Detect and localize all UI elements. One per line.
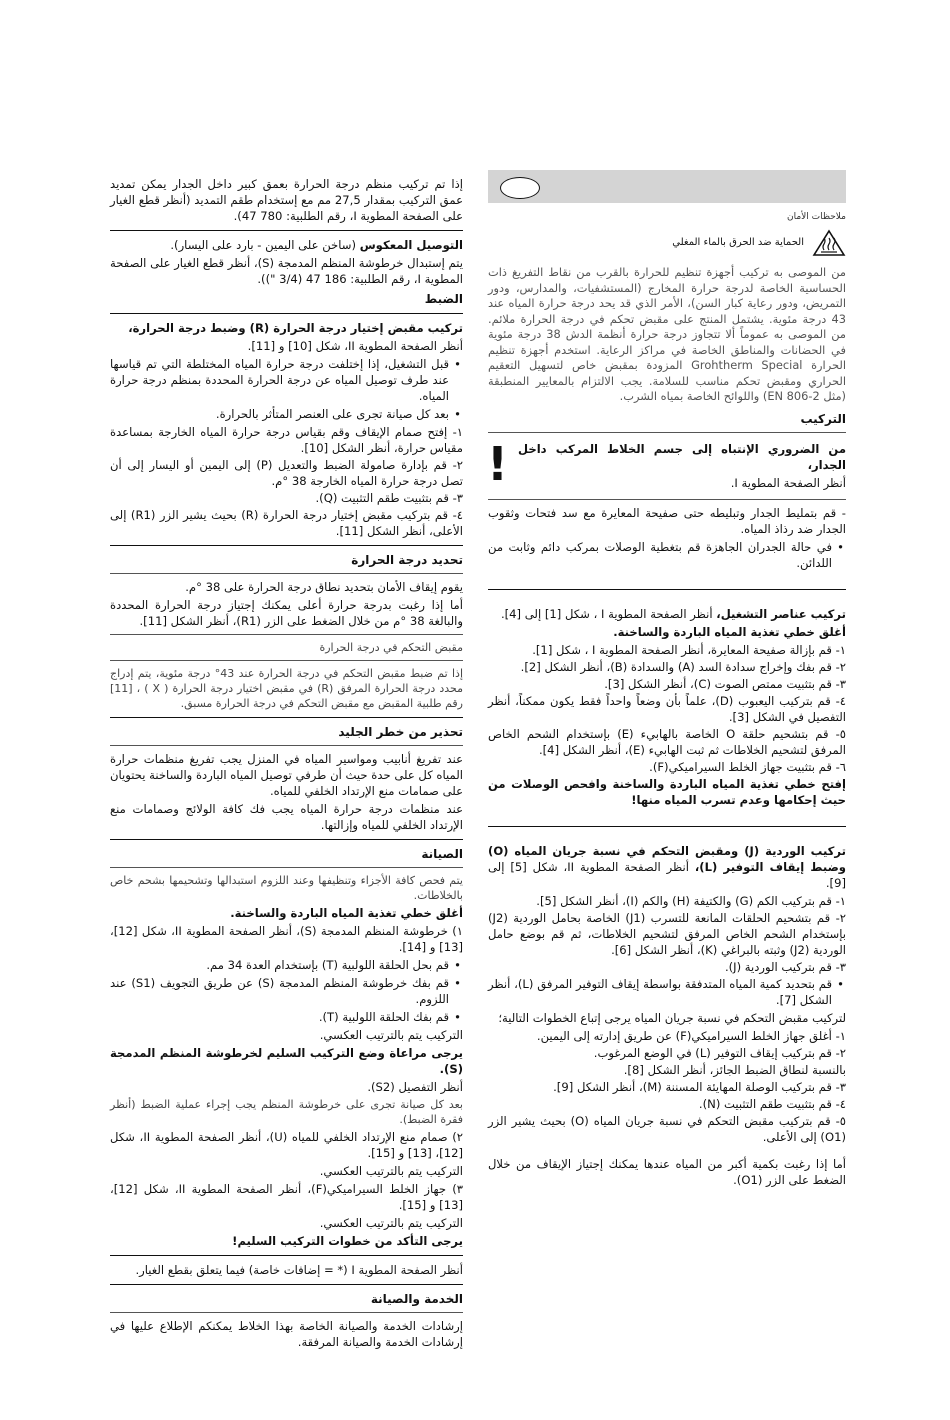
maintenance-text-1: يتم فحص كافة الأجزاء وتنظيفها وعند اللزوم استبدالها وتشحيمها بشحم خاص بالخلاطات. [110,874,463,902]
temperature-knob-text: إذا تم ضبط مقبض التحكم في درجة الحرارة عند 43° درجة مئوية، يتم إدراج محدد درجة الحرارة المرفق (R) في مقبض اختيار درجة الحرارة ( X ) ، [11] رقم طلبية المقبض مع مقبض التحكم في درجة الحرارة مسبق. [110,667,464,710]
step-item: ٥- قم بتشحيم حلقة O الخاصة بالهابيء (E) بإستخدام الشحم الخاص المرفق لتشحيم الخلاطات ثم ثبت الهابيء (E)، أنظر الشكل [4]. [488,726,846,757]
install-dash-item: - قم بتمليط الجدار وتبليطه حتى صفيحة المعايرة مع سد فتحات وثقوب الجدار ضد رذاذ المياه. [488,505,846,536]
adjust-heading: الضبط [424,292,463,306]
operating-parts-title: تركيب عناصر التشغيل، [716,606,846,621]
flow-knob-intro: لتركيب مقبض التحكم في نسبة جريان المياه يرجى إتباع الخطوات التالية؛ [498,1010,846,1025]
warning-text: من الضروري الإنتباه إلى جسم الخلاط المركب داخل الجدار، [518,441,846,472]
hot-water-warning-row [488,229,846,257]
divider [110,660,463,661]
step-item: ٣- قم بتثبيت ممتص الصوت (C)، أنظر الشكل [3]. [604,676,846,691]
reverse-connection-title: التوصيل المعكوس [359,238,463,252]
installation-heading: التركيب [800,411,846,426]
step-item: بالنسبة لنطاق الضبط الجائز، أنظر الشكل [8]. [623,1062,846,1077]
step-item: ٤- قم بتركيب اليعبوب (D)، علماً بأن وضعاً واحداً فقط يكون ممكناً، أنظر التفصيل في الشكل [3]. [488,693,846,724]
divider [110,1312,463,1313]
adjust-bullet-list [110,356,463,422]
operating-parts-see: أنظر الصفحة المطوية I ، شكل [1] إلى [4]. [500,606,713,621]
operating-parts-open: إفتح خطي تغذية المياه الباردة والساخنة وافحص الوصلات من حيث إحكامها وعدم تسرب المياه منها! [488,776,846,807]
maintenance-text-7: بعد كل صيانة تجرى على خرطوشة المنظم يجب إجراء عملية الضبط (أنظر فقرة الضبط). [110,1098,463,1126]
step-item: ٢- قم بإدارة صامولة الضبط والتعديل (P) إلى اليمين أو اليسار إلى أن تصل درجة حرارة المياه الخارجة 38 °م. [110,458,463,488]
list-item: • قم بتحديد كمية المياه المتدفقة بواسطة إيقاف التوفير المرفق (L)، أنظر الشكل [7]. [488,976,846,1008]
hot-water-warning-caption: الحماية ضد الحرق بالماء المغلي [672,237,804,248]
rosette-bullet-list [488,976,846,1008]
maintenance-text-6: أنظر التفصيل (S2). [367,1080,463,1094]
adjust-intro: تركيب مقبض إختيار درجة الحرارة (R) وضبط درجة الحرارة، [128,321,463,335]
list-item: • بعد كل صيانة تجرى على العنصر المتأثر بالحرارة. [110,406,463,422]
divider [110,839,463,840]
service-heading: الخدمة والصيانة [370,1292,463,1306]
adjust-see: أنظر الصفحة المطوية II، شكل [10] و [11]. [247,339,463,353]
list-item: • قبل التشغيل، إذا إختلفت درجة حرارة المياه المختلطة التي تم قياسها عند طرف توصيل المياه عن درجة الحرارة المحددة بمنظم درجة حرارة المياه. [110,356,463,404]
reverse-connection-body: يتم إستبدال خرطوشة المنظم المدمجة (S)، أنظر قطع الغيار على الصفحة المطوية I، رقم الطلبية: 186 47 (3/4 ")). [110,256,463,286]
maintenance-text-12: يرجى التأكد من خطوات التركيب السليم! [232,1234,463,1248]
frost-warning-text-2: عند منظمات درجة حرارة المياه يجب فك كافة الولائج وصمامات منع الإرتداد الخلفي للمياه وإزالتها. [110,802,463,832]
divider [110,745,463,746]
step-item: ٢- قم بتشحيم الحلقات المانعة للتسرب (J1) الخاصة بحامل الوردية (J2) بإستخدام الشحم الخاص المرفق لتشحيم الخلاطات، ثم قم بوضع حامل الوردية (J2) وثبته بالبراغي (K)، أنظر الشكل [6]. [488,910,846,957]
divider [110,1255,463,1256]
frost-warning-heading: تحذير من خطر الجليد [338,725,463,739]
step-item: ٢- قم بفك وإخراج سدادة السد (A) والسدادة (B)، أنظر الشكل [2]. [520,659,846,674]
rosette-title: تركيب الوردية (J) ومقبض التحكم في نسبة جريان المياه (O) وضبط إيقاف التوفير (L)، [488,843,846,874]
right-column [488,170,846,1190]
temperature-limit-heading: تحديد درجة الحرارة [351,553,463,567]
divider [488,499,846,500]
maintenance-heading: الصيانة [421,847,463,861]
reverse-connection-paragraph [110,237,463,253]
maintenance-text-2: أغلق خطي تغذية المياه الباردة والساخنة. [230,906,463,920]
warning-row [487,436,846,493]
divider [110,634,463,635]
divider [488,826,846,827]
warning-see: أنظر الصفحة المطوية I. [730,475,846,490]
temperature-limit-text-1: يقوم إيقاف الأمان بتحديد نطاق درجة الحرارة على 38 °م. [185,580,463,594]
left-column [110,176,463,1352]
step-item: ٣- قم بتركيب الوردية (J). [724,959,846,974]
step-item: ١- أغلق جهاز الخلط السيراميكي(F) عن طريق إدارته إلى اليمين. [536,1028,846,1043]
divider [110,1284,463,1285]
page-number-oval [500,177,540,199]
list-item: • في حالة الجدران الجاهزة قم بتغطية الوصلات بمركب دائم وثابت من اللدائن. [488,539,846,571]
step-item: ٤- قم بتركيب مقبض إختيار درجة الحرارة (R) بحيث يشير الزر (R1) إلى الأعلى، أنظر الشكل [11]. [110,508,463,538]
header-band [488,170,846,203]
divider [488,589,846,590]
rosette-see: أنظر الصفحة المطوية II، شكل [5] إلى [9]. [488,859,846,890]
divider [110,573,463,574]
reverse-connection-sub: (ساخن على اليمين - بارد على اليسار). [170,238,356,252]
divider [110,230,463,231]
step-item: ١- إفتح صمام الإيقاف وقم بقياس درجة حرارة المياه الخارجة بمساعدة مقياس حرارة، أنظر الشكل [10]. [110,425,463,455]
list-item: • قم بفك خرطوشة المنظم المدمجة (S) عن طريق التجويف (S1) عند اللزوم. [110,975,463,1007]
safety-caption: ملاحظات الأمان [786,212,846,222]
exclamation-icon: ! [487,436,508,491]
flow-knob-more: أما إذا رغبت بكمية أكبر من المياه عندها يمكنك إجتياز الإيقاف من خلال الضغط على الزر (O1). [488,1156,846,1187]
list-item: • قم بحل الحلقة اللولبية (T) بإستخدام العدة 34 مم. [110,957,463,973]
divider [488,432,846,433]
step-item: ٥- قم بتركيب مقبض التحكم في نسبة جريان المياه (O) بحيث يشير الزر (O1) إلى الأعلى. [488,1113,846,1144]
step-item: ٣- قم بتركيب الوصلة المهايئة المسننة (M)، أنظر الشكل [9]. [553,1079,846,1094]
divider [110,867,463,868]
step-item: ٤- قم بتثبيت طقم التثبيت (N). [698,1096,846,1111]
maintenance-bullet-list [110,957,463,1025]
spare-parts-text: أنظر الصفحة المطوية I (* = إضافات خاصة) فيما يتعلق بقطع الغيار. [135,1263,463,1277]
operating-parts-intro [488,606,846,622]
step-item: ١- قم بإزالة صفيحة المعايرة، أنظر الصفحة المطوية I ، شكل [1]. [532,642,846,657]
step-item: ١- قم بتركيب الكم (G) والكتيفة (H) والكم (I)، أنظر الشكل [5]. [536,893,846,908]
operating-parts-close: أغلق خطي تغذية المياه الباردة والساخنة. [613,624,846,639]
service-text: إرشادات الخدمة والصيانة الخاصة بهذا الخلاط يمكنكم الإطلاع عليها في إرشادات الخدمة والصيانة المرفقة. [110,1319,463,1349]
divider [110,545,463,546]
step-item: ٢- قم بتركيب إيقاف التوفير (L) في الوضع المرغوب. [593,1045,846,1060]
maintenance-text-3: ١) خرطوشة المنظم المدمجة (S)، أنظر الصفحة المطوية II، شكل [12]، [13] و [14]. [110,924,463,954]
maintenance-text-9: التركيب يتم بالترتيب العكسي. [319,1164,463,1178]
maintenance-text-8: ٢) صمام منع الإرتداد الخلفي للمياه (U)، أنظر الصفحة المطوية II، شكل [12]، [13] و [15]. [110,1130,463,1160]
temperature-limit-text-2: أما إذا رغبت بدرجة حرارة أعلى يمكنك إجتياز درجة الحرارة المحددة والبالغة 38 °م من خلال الضغط على الزر (R1)، أنظر الشكل [11]. [110,598,463,628]
safety-paragraph: من الموصى به تركيب أجهزة تنظيم للحرارة بالقرب من نقاط التفريغ ذات الحساسية الخاصة لدرجة حرارة المخارج (المستشفيات، والمدارس، ودور التمريض، ودور رعاية كبار السن)، الأمر الذي قد يحد درجة حرارة المياه عند 43 درجة مئوية. يشتمل المنتج على مقبض تحكم في درجة الحرارة ملائم. من الموصى به عموماً ألا تتجاوز درجة حرارة أنظمة الدش 38 درجة مئوية في الحضانات والمناطق الخاصة في مراكز الرعاية. استخدم أجهزة تنظيم الحرارة Grohtherm Special المزودة بمقبض خاص لتسهيل التعقيم الحراري ومقبض تحكم مناسب للسلامة. يجب الالتزام بالمعايير المنطبقة (مثل EN 806-2) واللوائح الخاصة بمياه الشرب. [488,265,846,403]
step-item: ٦- قم بتثبيت جهاز الخلط السيراميكي(F). [649,759,846,774]
maintenance-text-10: ٣) جهاز الخلط السيراميكي(F)، أنظر الصفحة المطوية II، شكل [12]، [13] و [15]. [110,1182,463,1212]
maintenance-text-5: يرجى مراعاة وضع التركيب السليم لخرطوشة المنظم المدمجة (S). [110,1046,463,1076]
rosette-intro [488,843,846,891]
maintenance-text-4: التركيب يتم بالترتيب العكسي. [319,1028,463,1042]
warning-text-block [518,441,846,493]
hot-surface-warning-icon [812,229,846,257]
install-depth-paragraph: إذا تم تركيب منظم درجة الحرارة بعمق كبير داخل الجدار يمكن تمديد عمق التركيب بمقدار 27,5 مم مع إستخدام طقم التمديد (أنظر قطع الغيار على الصفحة المطوية I، رقم الطلبية: 780 47). [110,177,463,223]
install-bullet-list [488,539,846,571]
divider [110,717,463,718]
divider [110,313,463,314]
temperature-knob-heading: مقبض التحكم في درجة الحرارة [319,641,463,654]
frost-warning-text-1: عند تفريغ أنابيب ومواسير المياه في المنزل يجب تفريغ منظمات حرارة المياه كل على حدة حيث أن طرفي توصيل المياه الباردة والساخنة يحتويان على صمامات منع الإرتداد الخلفي للمياه. [110,752,463,798]
step-item: ٣- قم بتثبيت طقم التثبيت (Q). [315,491,463,505]
maintenance-text-11: التركيب يتم بالترتيب العكسي. [319,1216,463,1230]
list-item: • قم بفك الحلقة اللولبية (T). [110,1009,463,1025]
